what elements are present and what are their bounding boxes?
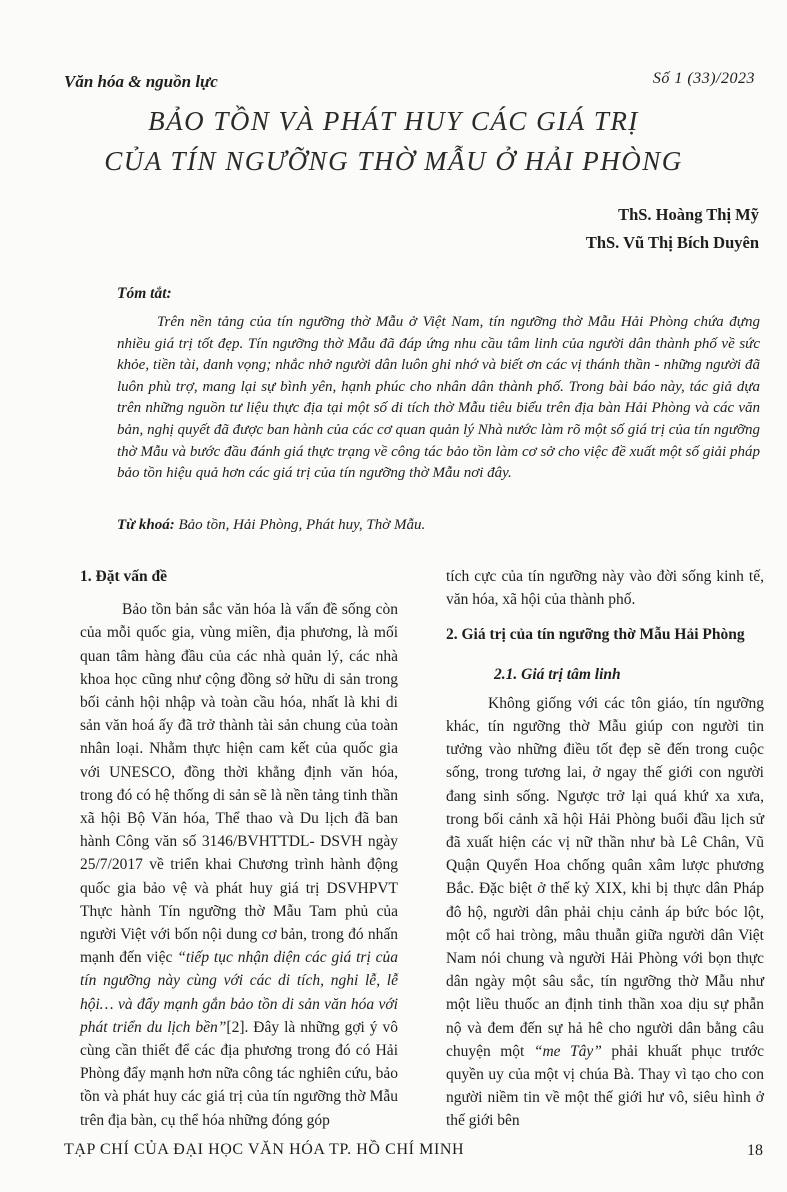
paragraph-1-part-b: [2]. Đây là những gợi ý vô cùng cần thiết để các địa phương trong đó có Hải Phòng đẩy mạnh hơn nữa công tác nghiên cứu, bảo tồn và phát huy các giá trị của tín ngưỡng thờ Mẫu trên địa bàn, cụ thể hóa những đóng góp: [80, 1018, 398, 1129]
keywords-list: Bảo tồn, Hải Phòng, Phát huy, Thờ Mẫu.: [174, 517, 426, 533]
subsection-2-1-heading: 2.1. Giá trị tâm linh: [494, 665, 621, 683]
paragraph-2-quote: “me Tây”: [533, 1042, 602, 1060]
abstract-heading: Tóm tắt:: [117, 285, 172, 302]
keywords-label: Từ khoá:: [117, 517, 175, 533]
author-2: ThS. Vũ Thị Bích Duyên: [585, 233, 759, 252]
journal-footer: TẠP CHÍ CỦA ĐẠI HỌC VĂN HÓA TP. HỒ CHÍ MINH: [64, 1141, 465, 1158]
keywords: [117, 517, 760, 534]
paragraph-1-quote: “tiếp tục nhận diện các giá trị của tín ngưỡng này cùng với các di tích, nghi lễ, lễ hội… và đẩy mạnh gắn bảo tồn di sản văn hóa với phát triển du lịch bền”: [80, 949, 398, 1036]
issue-number: Số 1 (33)/2023: [652, 70, 755, 87]
page-number: 18: [747, 1142, 763, 1159]
right-column: [446, 565, 764, 1133]
paragraph-2: [446, 692, 764, 1133]
paragraph-continued: tích cực của tín ngưỡng này vào đời sống kinh tế, văn hóa, xã hội của thành phố.: [446, 568, 764, 609]
article-title-line-1: BẢO TỒN VÀ PHÁT HUY CÁC GIÁ TRỊ: [148, 106, 639, 136]
author-1: ThS. Hoàng Thị Mỹ: [618, 205, 759, 224]
article-title-line-2: CỦA TÍN NGƯỠNG THỜ MẪU Ở HẢI PHÒNG: [104, 146, 683, 176]
section-label: Văn hóa & nguồn lực: [64, 72, 218, 91]
paragraph-1-part-a: Bảo tồn bản sắc văn hóa là vấn đề sống còn của mỗi quốc gia, vùng miền, địa phương, là mối quan tâm hàng đầu của các nhà quản lý, các nhà khoa học cũng như cộng đồng sở hữu di sản trong bối cảnh hội nhập và toàn cầu hóa, nhất là khi di sản văn hoá ấy đã trở thành tài sản chung của toàn nhân loại. Nhằm thực hiện cam kết của quốc gia với UNESCO, đồng thời khẳng định văn hóa, trong đó có hệ thống di sản sẽ là nền tảng tinh thần xã hội Bộ Văn hóa, Thể thao và Du lịch đã ban hành Công văn số 3146/BVHTTDL- DSVH ngày 25/7/2017 về triển khai Chương trình hành động quốc gia bảo vệ và phát huy giá trị DSVHPVT Thực hành Tín ngưỡng thờ Mẫu Tam phủ của người Việt với bốn nội dung cơ bản, trong đó nhấn mạnh đến việc: [80, 601, 398, 967]
section-1-heading: 1. Đặt vấn đề: [80, 568, 167, 585]
left-column: [80, 565, 398, 1132]
abstract-text: Trên nền tảng của tín ngưỡng thờ Mẫu ở Việt Nam, tín ngưỡng thờ Mẫu Hải Phòng chứa đựng nhiều giá trị tốt đẹp. Tín ngưỡng thờ Mẫu đã đáp ứng nhu cầu tâm linh của người dân thành phố về sức khỏe, tiền tài, danh vọng; nhắc nhở người dân luôn ghi nhớ và biết ơn các vị thánh thần - những người đã luôn phù trợ, mang lại sự bình yên, hạnh phúc cho nhân dân thành phố. Trong bài báo này, tác giả dựa trên những nguồn tư liệu thực địa tại một số di tích thờ Mẫu tiêu biểu trên địa bàn Hải Phòng và các văn bản, nghị quyết đã được ban hành của các cơ quan quản lý Nhà nước làm rõ một số giá trị của tín ngưỡng thờ Mẫu và bước đầu đánh giá thực trạng về công tác bảo tồn làm cơ sở cho việc đề xuất một số giải pháp bảo tồn hiệu quả hơn các giá trị của tín ngưỡng thờ Mẫu nơi đây.: [117, 314, 760, 482]
paragraph-2-part-a: Không giống với các tôn giáo, tín ngưỡng khác, tín ngưỡng thờ Mẫu giúp con người tin tưởng vào những điều tốt đẹp sẽ đến trong cuộc sống, trong tương lai, ở ngay thế giới con người đang sinh sống. Ngược trở lại quá khứ xa xưa, trong bối cảnh xã hội Hải Phòng buổi đầu lịch sử đã xuất hiện các vị nữ thần như bà Lê Chân, Vũ Quận Quyển Hoa chống quân xâm lược phương Bắc. Đặc biệt ở thế kỷ XIX, khi bị thực dân Pháp đô hộ, người dân phải chịu cảnh áp bức bóc lột, một cổ hai tròng, mâu thuẫn giữa người dân Việt Nam nói chung và người Hải Phòng với bọn thực dân ngày một sâu sắc, tín ngưỡng thờ Mẫu như một liều thuốc an định tinh thần xoa dịu sự phẫn nộ và đem đến sự hả hê cho người dân bằng câu chuyện một: [446, 694, 764, 1060]
paragraph-1: [80, 598, 398, 1132]
paragraph-2-part-b: phải khuất phục trước quyền uy của một vị chúa Bà. Thay vì tạo cho con người niềm tin về một thế giới hư vô, siêu hình ở thế giới bên: [446, 1042, 764, 1130]
section-2-heading: 2. Giá trị của tín ngưỡng thờ Mẫu Hải Phòng: [446, 626, 745, 644]
